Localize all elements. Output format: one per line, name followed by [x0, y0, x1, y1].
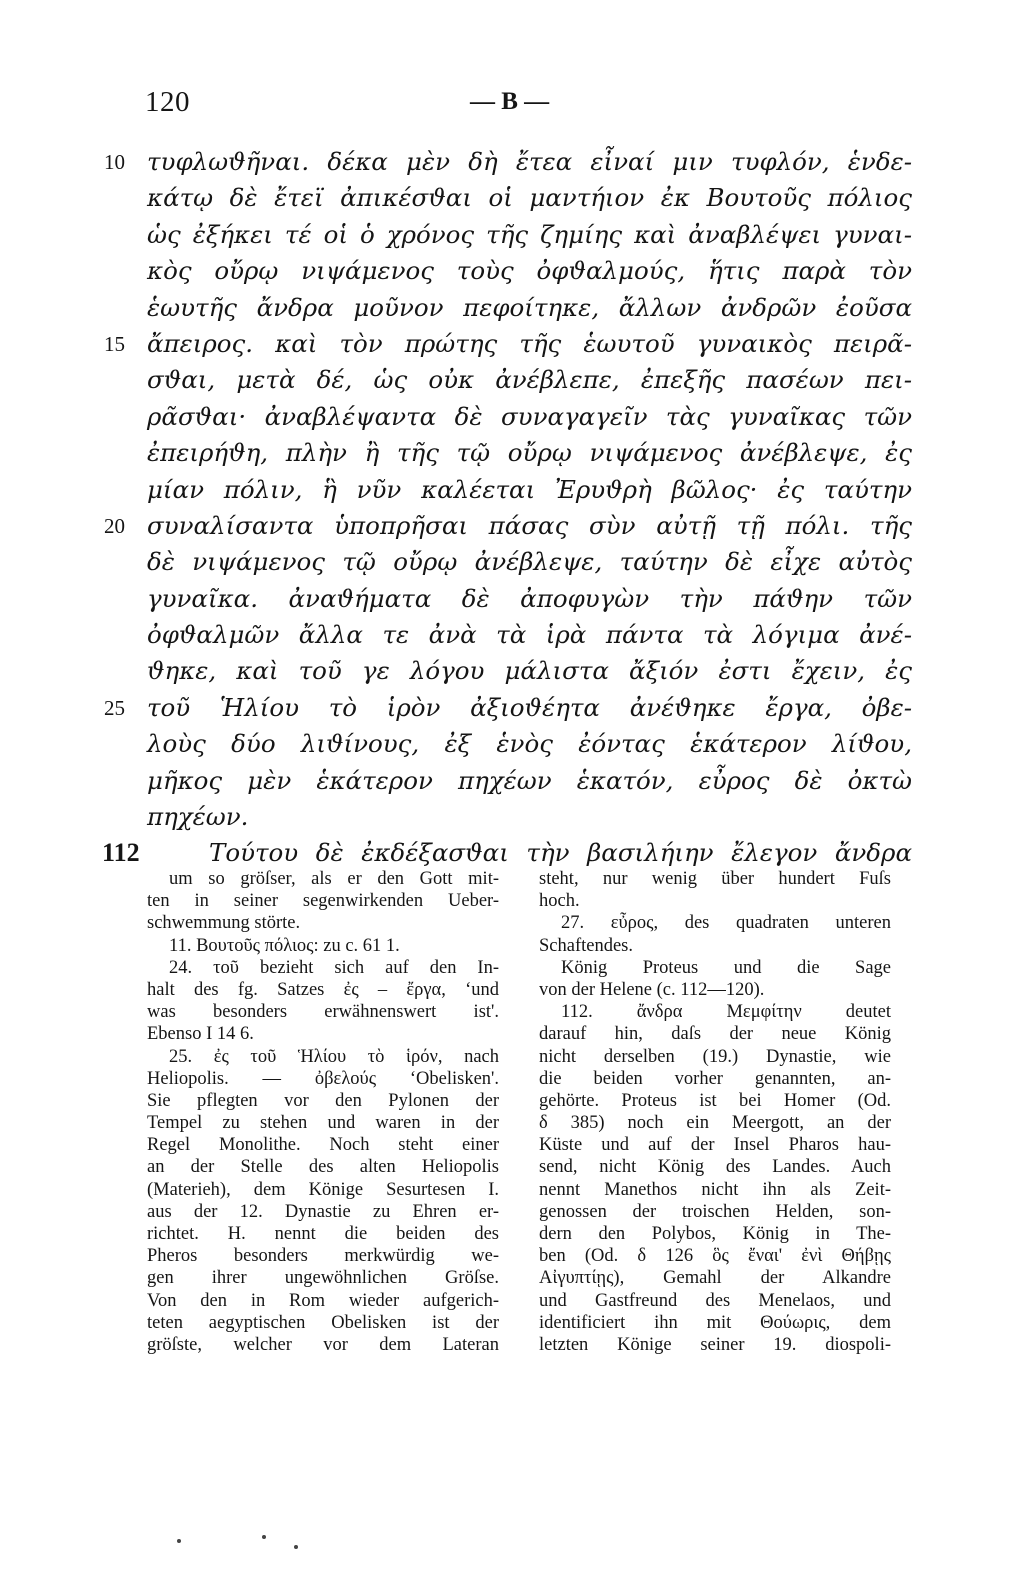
note-line: Heliopolis. — ὀβελούς ʻObelisken'. [147, 1068, 499, 1089]
greek-line [147, 180, 912, 216]
greek-line-text: ἑωυτῆς ἄνδρα μοῦνον πεφοίτηκε, ἄλλων ἀνδρῶν ἐοῦσα [147, 292, 912, 322]
note-line: Pheros besonders merkwürdig we- [147, 1246, 499, 1267]
greek-line [147, 544, 912, 580]
speck [262, 1535, 266, 1539]
greek-line-text: ἄπειρος. καὶ τὸν πρώτης τῆς ἑωυτοῦ γυναικὸς πειρᾶ- [147, 328, 912, 358]
page-header [145, 86, 905, 126]
note-line: an der Stelle des alten Heliopolis [147, 1157, 499, 1178]
greek-line-text: ἐπειρήϑη, πλὴν ἢ τῆς τῷ οὔρῳ νιψάμενος ἀνέβλεψε, ἐς [147, 438, 912, 468]
greek-line [147, 763, 912, 799]
greek-line-text: τοῦ Ἡλίου τὸ ἱρὸν ἀξιοϑέητα ἀνέϑηκε ἔργα, ὀβε- [147, 692, 912, 722]
greek-line [147, 726, 912, 762]
greek-line-text: κὸς οὔρῳ νιψάμενος τοὺς ὀφϑαλμούς, ἥτις παρὰ τὸν [147, 256, 912, 286]
greek-line [147, 435, 912, 471]
note-line: aus der 12. Dynastie zu Ehren er- [147, 1201, 499, 1222]
greek-line-text: κάτῳ δὲ ἔτεϊ ἀπικέσϑαι οἱ μαντήιον ἐκ Βουτοῦς πόλιος [147, 183, 912, 213]
note-line: um so gröſser, als er den Gott mit- [169, 869, 499, 889]
greek-line-text: συναλίσαντα ὑποπρῆσαι πάσας σὺν αὐτῇ τῇ πόλι. τῆς [147, 510, 912, 540]
greek-line [147, 253, 912, 289]
line-number: 20 [104, 513, 125, 538]
note-line: dern den Polybos, König in The- [539, 1224, 891, 1244]
note-line: 25. ἐς τοῦ Ἡλίου τὸ ἱρόν, nach [169, 1046, 499, 1067]
line-number: 15 [104, 331, 125, 356]
greek-line [104, 690, 912, 726]
note-line: nennt Manethos nicht ihn als Zeit- [539, 1179, 891, 1200]
note-line: was besonders erwähnenswert ist'. [147, 1002, 499, 1023]
note-line: gen ihrer ungewöhnlichen Gröſse. [147, 1268, 499, 1289]
note-line: identificiert ihn mit Θούωρις, dem [539, 1312, 891, 1333]
greek-line [147, 290, 912, 326]
note-line: steht, nur wenig über hundert Fuſs [539, 869, 891, 889]
note-line: (Materieh), dem Könige Sesurtesen I. [147, 1179, 499, 1200]
note-line: halt des fg. Satzes ἐς – ἔργα, ʻund [147, 979, 499, 1000]
note-line: 27. εὖρος, des quadraten unteren [561, 913, 891, 934]
note-line: Ebenso I 14 6. [147, 1024, 254, 1045]
note-line: δ 385) noch ein Meergott, an der [539, 1113, 891, 1134]
notes-left-column [147, 868, 499, 1356]
greek-line [104, 508, 912, 544]
greek-line-text: μίαν πόλιν, ἣ νῦν καλέεται Ἐρυϑρὴ βῶλος· ἐς ταύτην [147, 474, 912, 504]
note-line: Von den in Rom wieder aufgerich- [147, 1290, 499, 1311]
note-line: darauf hin, daſs der neue König [539, 1024, 891, 1045]
note-line: 24. τοῦ bezieht sich auf den In- [169, 957, 499, 978]
note-line: Küste und auf der Insel Pharos hau- [539, 1135, 891, 1156]
greek-line-text: λοὺς δύο λιϑίνους, ἐξ ἑνὸς ἐόντας ἑκάτερον λίϑου, [147, 729, 912, 759]
note-line: ten in seiner segenwirkenden Ueber- [147, 891, 499, 912]
signature-mark: — B — [470, 88, 550, 115]
greek-line [147, 399, 912, 435]
note-line: 112. ἄνδρα Μεμφίτην deutet [561, 1002, 891, 1023]
section-number: 112 [102, 838, 140, 868]
line-number: 25 [104, 695, 125, 720]
note-line: ben (Od. δ 126 ὃς ἔναι' ἐνὶ Θήβῃς [539, 1246, 891, 1267]
greek-line-text: γυναῖκα. ἀναϑήματα δὲ ἀποφυγὼν τὴν πάϑην τῶν [147, 583, 912, 613]
greek-line [104, 326, 912, 362]
greek-line-text: πηχέων. [147, 802, 249, 832]
note-line: Αἰγυπτίῃς), Gemahl der Alkandre [539, 1268, 891, 1289]
greek-line [104, 144, 912, 180]
scan-specks [0, 1535, 1024, 1555]
note-line: und Gastfreund des Menelaos, und [539, 1290, 891, 1311]
note-line: richtet. H. nennt die beiden des [147, 1224, 499, 1244]
note-line: teten aegyptischen Obelisken ist der [147, 1312, 499, 1333]
speck [294, 1545, 298, 1549]
line-number: 10 [104, 150, 125, 174]
section-heading-line [102, 835, 912, 871]
greek-line [147, 472, 912, 508]
greek-line [147, 653, 912, 689]
note-line: nicht derselben (19.) Dynastie, wie [539, 1046, 891, 1067]
greek-line-text: δὲ νιψάμενος τῷ οὔρῳ ἀνέβλεψε, ταύτην δὲ εἶχε αὐτὸς [147, 547, 912, 577]
note-line: gröſste, welcher vor dem Lateran [147, 1334, 499, 1355]
note-line: Regel Monolithe. Noch steht einer [147, 1135, 499, 1156]
note-line: send, nicht König des Landes. Auch [539, 1157, 891, 1178]
greek-line [147, 362, 912, 398]
greek-line-text: μῆκος μὲν ἑκάτερον πηχέων ἑκατόν, εὖρος δὲ ὀκτὼ [147, 765, 912, 795]
greek-line-text: ρᾶσϑαι· ἀναβλέψαντα δὲ συναγαγεῖν τὰς γυναῖκας τῶν [147, 401, 912, 431]
commentary-notes [147, 868, 912, 1428]
note-line: hoch. [539, 891, 580, 912]
note-line: letzten Könige seiner 19. diospoli- [539, 1334, 891, 1355]
note-heading: von der Helene (c. 112—120). [539, 979, 765, 1000]
greek-line [147, 799, 912, 835]
greek-line-text: ϑηκε, καὶ τοῦ γε λόγου μάλιστα ἄξιόν ἐστι ἔχειν, ἐς [147, 656, 912, 686]
greek-line-text: σϑαι, μετὰ δέ, ὡς οὐκ ἀνέβλεπε, ἐπεξῆς πασέων πει- [147, 365, 912, 395]
note-line: 11. Βουτοῦς πόλιος: zu c. 61 1. [169, 935, 400, 956]
note-line: Schaftendes. [539, 935, 634, 956]
note-line: schwemmung störte. [147, 913, 301, 934]
note-line: die beiden vorher genannten, an- [539, 1068, 891, 1089]
greek-line-text: τυφλωϑῆναι. δέκα μὲν δὴ ἔτεα εἶναί μιν τυφλόν, ἑνδε- [147, 147, 912, 176]
greek-line [147, 581, 912, 617]
page-number: 120 [145, 86, 190, 118]
greek-line [147, 617, 912, 653]
notes-right-column [539, 868, 891, 1356]
note-line: genossen der troischen Helden, son- [539, 1201, 891, 1222]
speck [177, 1539, 181, 1543]
note-line: gehörte. Proteus ist bei Homer (Od. [539, 1090, 891, 1111]
greek-line-text: ὀφϑαλμῶν ἄλλα τε ἀνὰ τὰ ἱρὰ πάντα τὰ λόγιμα ἀνέ- [147, 620, 912, 650]
greek-line-text: ὡς ἐξήκει τέ οἱ ὁ χρόνος τῆς ζημίης καὶ ἀναβλέψει γυναι- [147, 219, 912, 249]
greek-line [147, 217, 912, 253]
section-text: Τούτου δὲ ἐκδέξασϑαι τὴν βασιλήιην ἔλεγον ἄνδρα [209, 838, 912, 868]
note-line: Sie pflegten vor den Pylonen der [147, 1090, 499, 1111]
greek-text-block [102, 144, 912, 872]
note-line: Tempel zu stehen und waren in der [147, 1113, 499, 1134]
note-heading: König Proteus und die Sage [561, 957, 891, 978]
